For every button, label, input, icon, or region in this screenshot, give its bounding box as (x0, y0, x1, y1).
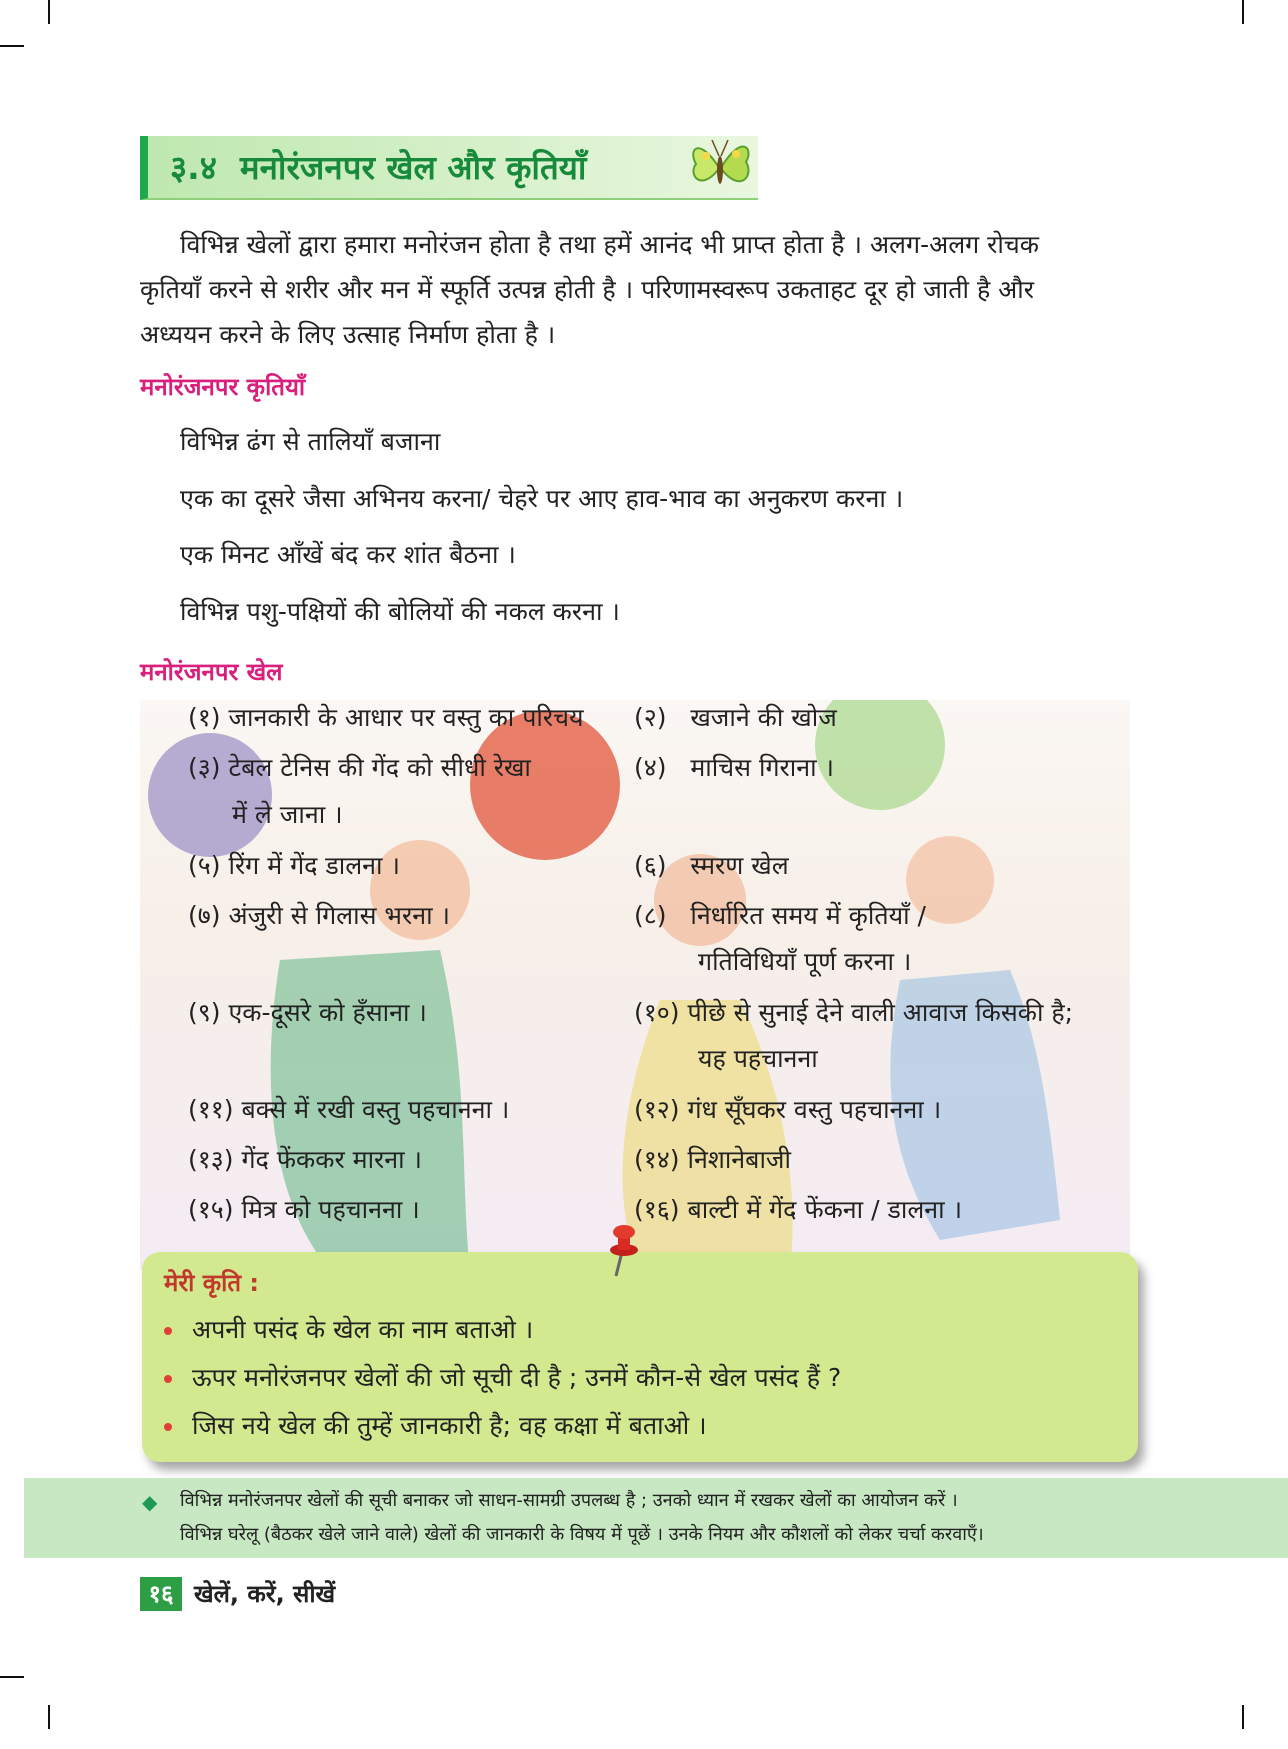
section-title (170, 144, 586, 189)
diamond-bullet-icon: ◆ (142, 1490, 158, 1514)
illustration-graphic (140, 700, 1130, 1270)
activity-item: एक का दूसरे जैसा अभिनय करना/ चेहरे पर आए हाव-भाव का अनुकरण करना । (180, 484, 904, 513)
my-activity-item: जिस नये खेल की तुम्हें जानकारी है; वह कक्षा में बताओ । (164, 1408, 707, 1442)
book-title: खेलें, करें, सीखें (194, 1580, 336, 1608)
section-number: ३.४ (170, 148, 217, 187)
activity-item: विभिन्न पशु-पक्षियों की बोलियों की नकल करना । (180, 597, 620, 626)
intro-paragraph (140, 222, 1150, 357)
my-activity-heading: मेरी कृति : (164, 1269, 260, 1297)
my-activity-item: अपनी पसंद के खेल का नाम बताओ । (164, 1312, 533, 1346)
game-item: (२) खजाने की खोज (634, 703, 837, 732)
bullet-dot-icon (164, 1327, 172, 1335)
crop-mark (0, 1676, 24, 1678)
teacher-note-line: विभिन्न मनोरंजनपर खेलों की सूची बनाकर जो साधन-सामग्री उपलब्ध है ; उनको ध्यान में रखकर खेलों का आयोजन करें । (180, 1490, 958, 1511)
intro-line: अध्ययन करने के लिए उत्साह निर्माण होता है । (140, 320, 556, 349)
intro-line: विभिन्न खेलों द्वारा हमारा मनोरंजन होता है तथा हमें आनंद भी प्राप्त होता है । अलग-अलग रोचक (180, 230, 1039, 259)
crop-mark (1242, 0, 1244, 24)
game-item: (६) स्मरण खेल (634, 851, 789, 880)
my-activity-card (142, 1252, 1138, 1462)
game-item-continuation: यह पहचानना (698, 1044, 818, 1073)
my-activity-item: ऊपर मनोरंजनपर खेलों की जो सूची दी है ; उनमें कौन-से खेल पसंद हैं ? (164, 1360, 841, 1394)
section-title-bar (140, 136, 758, 200)
game-item: (८) निर्धारित समय में कृतियाँ / (634, 901, 926, 930)
game-item: (१३) गेंद फेंककर मारना । (188, 1145, 423, 1174)
page-number: १६ (140, 1577, 182, 1611)
teacher-note-box (24, 1478, 1288, 1558)
game-item: (१४) निशानेबाजी (634, 1145, 791, 1174)
activity-item: विभिन्न ढंग से तालियाँ बजाना (180, 427, 441, 456)
pushpin-icon (606, 1222, 642, 1278)
game-item: (१५) मित्र को पहचानना । (188, 1195, 420, 1224)
game-item: (३) टेबल टेनिस की गेंद को सीधी रेखा (188, 753, 531, 782)
game-item: (१०) पीछे से सुनाई देने वाली आवाज किसकी है; (634, 998, 1074, 1027)
game-item-continuation: में ले जाना । (232, 800, 343, 829)
game-item: (५) रिंग में गेंद डालना । (188, 851, 400, 880)
crop-mark (48, 0, 50, 24)
game-item: (४) माचिस गिराना । (634, 753, 835, 782)
game-item: (७) अंजुरी से गिलास भरना । (188, 901, 451, 930)
bullet-dot-icon (164, 1423, 172, 1431)
crop-mark (0, 45, 24, 47)
section-title-text: मनोरंजनपर खेल और कृतियाँ (239, 148, 587, 187)
children-playing-illustration (140, 700, 1130, 1270)
game-item: (१६) बाल्टी में गेंद फेंकना / डालना । (634, 1195, 963, 1224)
teacher-note-line: विभिन्न घरेलू (बैठकर खेले जाने वाले) खेलों की जानकारी के विषय में पूछें । उनके नियम और कौशलों को लेकर चर्चा करवाएँ। (180, 1524, 984, 1545)
game-item: (१) जानकारी के आधार पर वस्तु का परिचय (188, 703, 584, 732)
bullet-dot-icon (164, 1375, 172, 1383)
game-item: (९) एक-दूसरे को हँसाना । (188, 998, 427, 1027)
butterfly-icon (688, 130, 754, 202)
intro-line: कृतियाँ करने से शरीर और मन में स्फूर्ति उत्पन्न होती है । परिणामस्वरूप उकताहट दूर हो जाती है और (140, 275, 1034, 304)
game-item: (११) बक्से में रखी वस्तु पहचानना । (188, 1095, 510, 1124)
activity-item: एक मिनट आँखें बंद कर शांत बैठना । (180, 540, 516, 569)
activities-heading: मनोरंजनपर कृतियाँ (140, 373, 306, 401)
crop-mark (48, 1705, 50, 1729)
crop-mark (1242, 1705, 1244, 1729)
games-heading: मनोरंजनपर खेल (140, 658, 283, 686)
game-item: (१२) गंध सूँघकर वस्तु पहचानना । (634, 1095, 942, 1124)
game-item-continuation: गतिविधियाँ पूर्ण करना । (698, 947, 912, 976)
